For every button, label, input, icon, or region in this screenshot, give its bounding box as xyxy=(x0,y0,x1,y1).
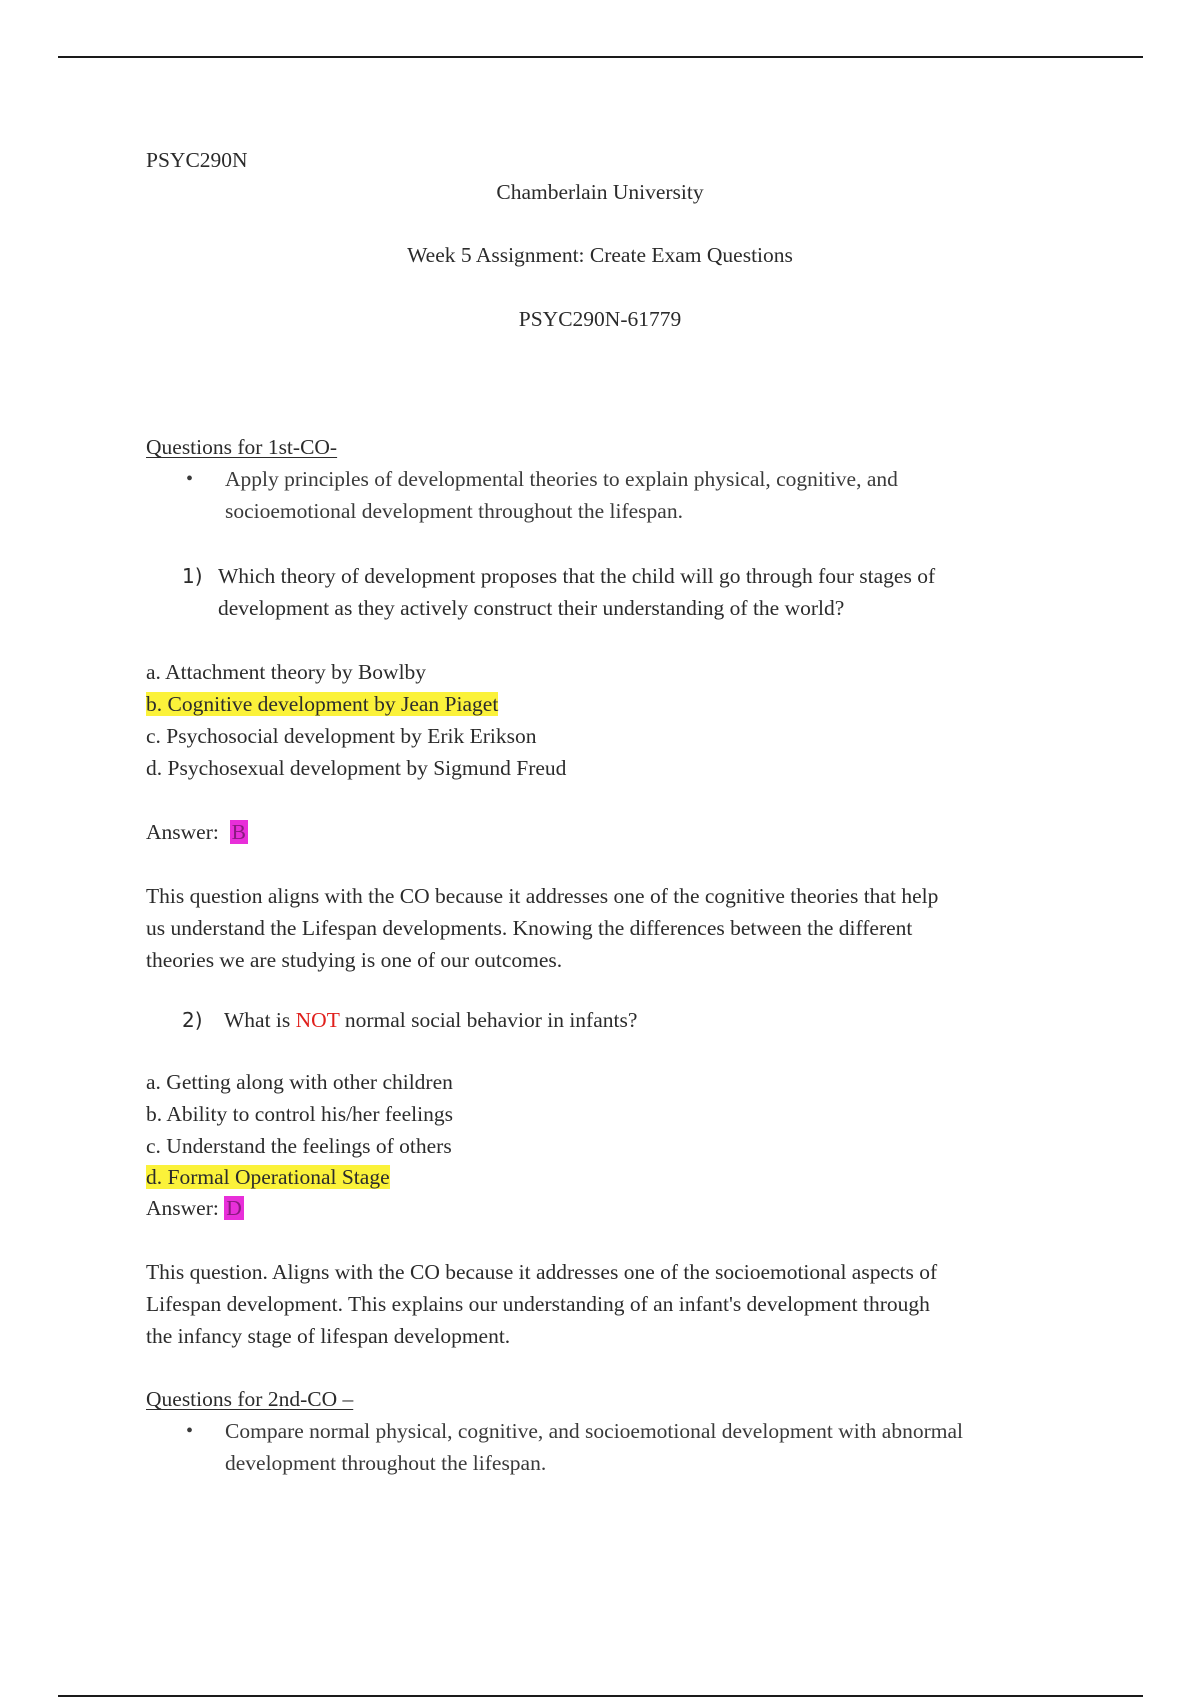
university-name: Chamberlain University xyxy=(496,180,704,204)
q2-option-a: a. Getting along with other children xyxy=(146,1070,453,1094)
co1-bullet-line1: Apply principles of developmental theories to explain physical, cognitive, and xyxy=(225,467,898,491)
q2-question xyxy=(224,1004,1054,1036)
co2-bullet-line1: Compare normal physical, cognitive, and socioemotional development with abnormal xyxy=(225,1419,963,1443)
bullet-icon: • xyxy=(186,1420,194,1442)
section-code: PSYC290N-61779 xyxy=(518,307,682,331)
q1-rationale-line2: us understand the Lifespan developments. Knowing the differences between the different xyxy=(146,916,913,940)
q2-rationale-line2: Lifespan development. This explains our understanding of an infant's development through xyxy=(146,1292,930,1316)
q1-answer-value: B xyxy=(231,820,246,844)
assignment-title: Week 5 Assignment: Create Exam Questions xyxy=(407,243,793,267)
course-code: PSYC290N xyxy=(146,148,248,172)
q1-question xyxy=(218,560,1048,624)
q2-option-b: b. Ability to control his/her feelings xyxy=(146,1102,453,1126)
q2-text-before: What is xyxy=(224,1008,296,1032)
co1-bullet xyxy=(186,463,1065,527)
q1-line2: development as they actively construct their understanding of the world? xyxy=(218,596,845,620)
q2-rationale-line3: the infancy stage of lifespan development. xyxy=(146,1324,511,1348)
q2-text-emphasis: NOT xyxy=(295,1008,340,1032)
q1-rationale xyxy=(146,880,1066,976)
co2-bullet-line2: development throughout the lifespan. xyxy=(225,1451,547,1475)
q2-answer-value: D xyxy=(226,1196,242,1220)
q2-answer xyxy=(146,1192,244,1224)
q1-option-b-highlight: b. Cognitive development by Jean Piaget xyxy=(146,692,499,716)
co1-heading: Questions for 1st-CO- xyxy=(146,435,338,459)
co2-heading: Questions for 2nd-CO – xyxy=(146,1387,354,1411)
q2-rationale xyxy=(146,1256,1066,1352)
co2-bullet xyxy=(186,1415,1065,1479)
q2-rationale-line1: This question. Aligns with the CO because it addresses one of the socioemotional aspects of xyxy=(146,1260,938,1284)
co1-bullet-line2: socioemotional development throughout the lifespan. xyxy=(225,499,683,523)
q2-answer-label: Answer: xyxy=(146,1196,219,1220)
q1-option-c: c. Psychosocial development by Erik Erikson xyxy=(146,724,537,748)
bullet-icon: • xyxy=(186,468,194,490)
bottom-rule xyxy=(58,1695,1143,1697)
q1-answer xyxy=(146,816,248,848)
q1-option-b xyxy=(146,688,498,720)
document-page xyxy=(146,0,1066,1690)
q1-line1: Which theory of development proposes that the child will go through four stages of xyxy=(218,564,936,588)
q1-answer-label: Answer: xyxy=(146,820,219,844)
q2-option-d xyxy=(146,1161,390,1193)
q1-option-a: a. Attachment theory by Bowlby xyxy=(146,660,427,684)
q1-option-d: d. Psychosexual development by Sigmund Freud xyxy=(146,756,567,780)
q1-number: 1) xyxy=(182,564,203,588)
q1-rationale-line1: This question aligns with the CO because it addresses one of the cognitive theories that help xyxy=(146,884,939,908)
q2-option-c: c. Understand the feelings of others xyxy=(146,1134,452,1158)
q2-number: 2) xyxy=(182,1008,203,1032)
q2-text-after: normal social behavior in infants? xyxy=(339,1008,638,1032)
q2-option-d-highlight: d. Formal Operational Stage xyxy=(146,1165,390,1189)
q1-rationale-line3: theories we are studying is one of our outcomes. xyxy=(146,948,563,972)
